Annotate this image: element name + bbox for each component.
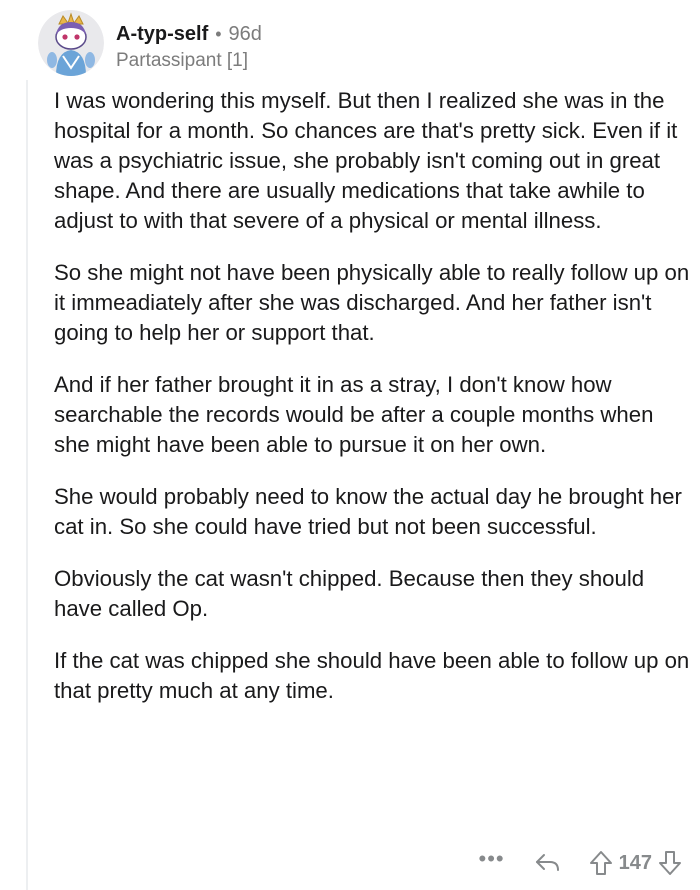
comment-paragraph: I was wondering this myself. But then I realized she was in the hospital for a month. So chances are that's pretty sick. Even if it was a psychiatric issue, she probably isn't coming out in great shape. And there are usually medications that take awhile to adjust to with that severe of a physical or mental illness. [54, 88, 678, 233]
downvote-arrow-icon [658, 850, 682, 876]
reply-arrow-icon [535, 852, 561, 874]
comment-paragraph: And if her father brought it in as a stray, I don't know how searchable the records would be after a couple months when she might have been able to pursue it on her own. [54, 372, 654, 457]
comment-paragraph: So she might not have been physically able to really follow up on it immeadiately after she was discharged. And her father isn't going to help her or support that. [54, 260, 690, 345]
upvote-arrow-icon [589, 850, 613, 876]
comment-paragraph: She would probably need to know the actual day he brought her cat in. So she could have tried but not been successful. [54, 484, 682, 539]
comment-paragraph: If the cat was chipped she should have been able to follow up on that pretty much at any time. [54, 648, 690, 703]
separator-dot: • [215, 24, 222, 44]
reply-button[interactable] [535, 852, 561, 874]
upvote-button[interactable] [589, 850, 613, 876]
meta-line [116, 22, 262, 46]
comment-paragraph: Obviously the cat wasn't chipped. Because then they should have called Op. [54, 566, 645, 621]
comment-age[interactable]: 96d [228, 23, 262, 45]
comment-body [54, 86, 694, 728]
user-flair: Partassipant [1] [116, 50, 249, 71]
snoo-avatar-icon [38, 10, 104, 76]
more-options-button[interactable]: ••• [478, 846, 505, 871]
vote-score: 147 [618, 851, 652, 874]
comment-action-bar [479, 846, 682, 880]
thread-line[interactable] [26, 80, 28, 890]
comment-meta [116, 10, 262, 72]
username[interactable]: A-typ-self [116, 23, 209, 45]
avatar[interactable] [38, 10, 104, 76]
downvote-button[interactable] [658, 850, 682, 876]
comment-header [38, 10, 262, 76]
